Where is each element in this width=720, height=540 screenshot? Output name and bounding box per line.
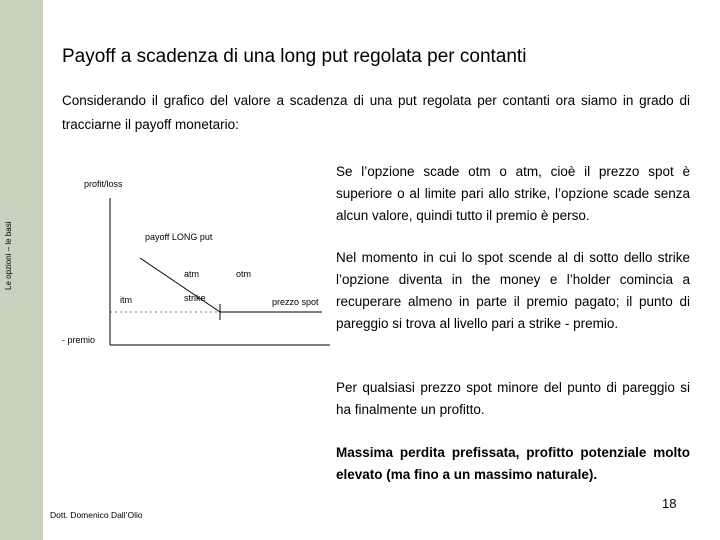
payoff-slope xyxy=(140,258,220,312)
premium-label: - premio xyxy=(62,335,96,345)
curve-label: payoff LONG put xyxy=(145,232,213,242)
paragraph-summary: Massima perdita prefissata, profitto potenziale molto elevato (ma fino a un massimo naturale). xyxy=(336,445,690,482)
x-axis-label: prezzo spot xyxy=(272,297,319,307)
strike-label: strike xyxy=(184,293,206,303)
page-title: Payoff a scadenza di una long put regolata per contanti xyxy=(62,46,527,67)
itm-label: itm xyxy=(120,295,132,305)
paragraph-profit: Per qualsiasi prezzo spot minore del punto di pareggio si ha finalmente un profitto. xyxy=(336,380,690,417)
intro-text: Considerando il grafico del valore a scadenza di una put regolata per contanti ora siamo in grado di tracciarne il payoff monetario: xyxy=(62,93,690,132)
page-number: 18 xyxy=(662,496,677,511)
y-axis-label: profit/loss xyxy=(84,179,123,189)
paragraph-itm: Nel momento in cui lo spot scende al di sotto dello strike l’opzione diventa in the money e l’holder comincia a recuperare almeno in parte il premio pagato; il punto di pareggio si trova al livello pari a strike - premio. xyxy=(336,250,690,331)
author-footer: Dott. Domenico Dall’Olio xyxy=(50,510,143,520)
paragraph-otm-atm: Se l’opzione scade otm o atm, cioè il prezzo spot è superiore o al limite pari allo strike, l’opzione scade senza alcun valore, quindi tutto il premio è perso. xyxy=(336,164,690,223)
otm-label: otm xyxy=(236,269,252,279)
section-label: Le opzioni – le basi xyxy=(4,221,13,290)
atm-label: atm xyxy=(184,269,200,279)
